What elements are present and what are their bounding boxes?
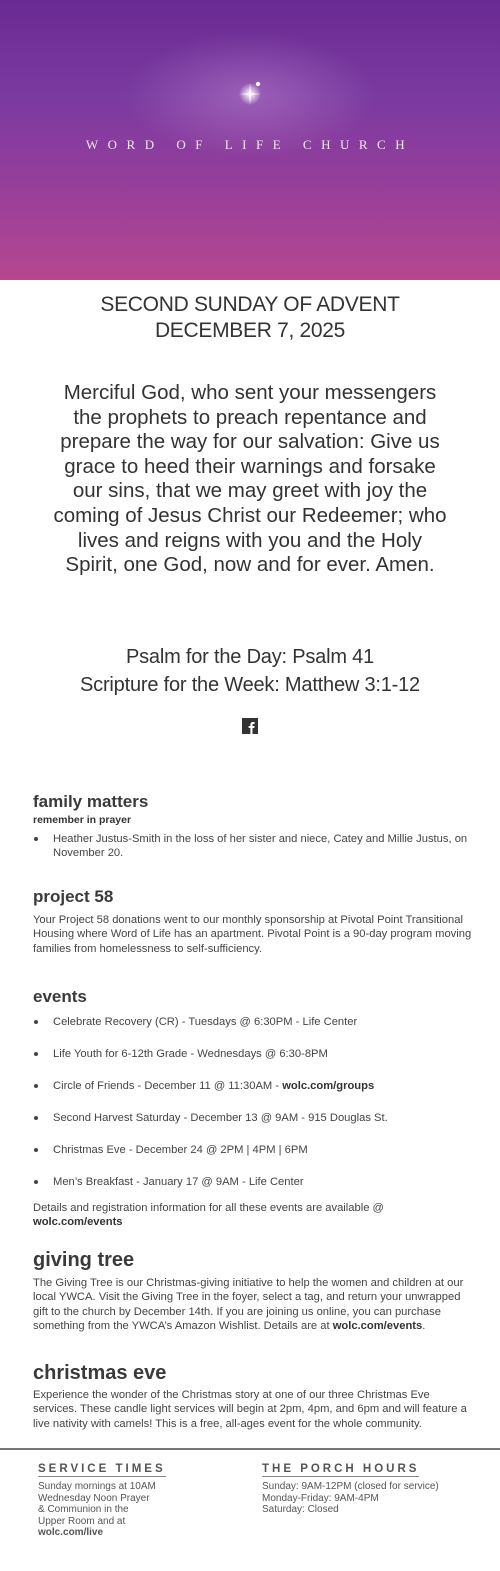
project58-text: Your Project 58 donations went to our monthly sponsorship at Pivotal Point Transitional Housing where Word of Life has an apartment. Pivotal Point is a 90-day program moving families from homelessness to self-sufficiency. [33,914,472,955]
page-title [0,292,500,344]
family-matters-heading: family matters [33,792,149,811]
prayer-list [33,832,473,860]
event-item: Second Harvest Saturday - December 13 @ 9AM - 915 Douglas St. [33,1111,473,1125]
facebook-icon[interactable] [242,718,258,734]
service-times-title: SERVICE TIMES [38,1463,166,1475]
project58-section [33,887,473,956]
christmas-eve-text: Experience the wonder of the Christmas story at one of our three Christmas Eve services. These candle light services will begin at 2pm, 4pm, and 6pm and will feature a live nativity with camels! This is a free, all-ages event for the whole community. [33,1389,467,1430]
giving-tree-link[interactable]: wolc.com/events [332,1319,423,1332]
events-details: Details and registration information for all these events are available @ wolc.com/events [33,1202,384,1229]
service-times-line: Wednesday Noon Prayer [38,1492,150,1504]
giving-tree-text: The Giving Tree is our Christmas-giving initiative to help the women and children at our local YWCA. Visit the Giving Tree in the foyer, select a tag, and return your unwrapped gift to the church by December 14th. If you are joining us online, you can purchase something from the YWCA’s Amazon Wishlist. Details are at wolc.com/events. [33,1277,464,1332]
small-star-icon [255,81,261,87]
christmas-eve-section [33,1362,473,1431]
service-times [38,1459,218,1539]
scripture-reading: Scripture for the Week: Matthew 3:1-12 [80,674,420,696]
header-banner [0,0,500,280]
porch-hours-line: Sunday: 9AM-12PM (closed for service) [262,1481,439,1492]
footer-divider [0,1448,500,1450]
family-matters-subheading: remember in prayer [33,814,132,826]
event-item: Life Youth for 6-12th Grade - Wednesdays @ 6:30-8PM [33,1047,473,1061]
porch-hours-line: Monday-Friday: 9AM-4PM [262,1492,379,1504]
event-item: Men’s Breakfast - January 17 @ 9AM - Life Center [33,1175,473,1189]
service-times-line: & Communion in the [38,1504,129,1515]
porch-hours-line: Saturday: Closed [262,1504,339,1515]
giving-tree-heading: giving tree [33,1249,135,1271]
event-item: Christmas Eve - December 24 @ 2PM | 4PM | 6PM [33,1143,473,1157]
groups-link[interactable]: wolc.com/groups [282,1080,375,1092]
church-name: WORD OF LIFE CHURCH [85,137,415,152]
christmas-eve-heading: christmas eve [33,1362,167,1384]
live-link[interactable]: wolc.com/live [38,1527,104,1538]
title-line-2: DECEMBER 7, 2025 [154,319,346,342]
family-matters-section [33,792,473,860]
giving-tree-section [33,1249,473,1333]
collect-prayer: Merciful God, who sent your messengers the prophets to preach repentance and prepare the way for our salvation: Give us grace to heed their warnings and forsake our sins, that we may greet with joy the coming of Jesus Christ our Redeemer; who lives and reigns with you and the Holy Spirit, one God, now and for ever. Amen. [53,381,447,577]
events-section [33,987,473,1230]
service-times-line: Upper Room and at [38,1515,126,1527]
list-item: Heather Justus-Smith in the loss of her sister and niece, Catey and Millie Justus, on November 20. [33,832,473,860]
events-link[interactable]: wolc.com/events [33,1216,123,1229]
title-underline [262,1476,419,1477]
readings [0,643,500,699]
porch-hours [262,1459,482,1516]
psalm-reading: Psalm for the Day: Psalm 41 [125,646,375,668]
service-times-line: Sunday mornings at 10AM [38,1481,156,1492]
porch-hours-title: THE PORCH HOURS [262,1463,420,1475]
event-item: Circle of Friends - December 11 @ 11:30AM - wolc.com/groups [33,1079,473,1093]
project58-heading: project 58 [33,887,114,906]
title-underline [38,1476,166,1477]
event-item: Celebrate Recovery (CR) - Tuesdays @ 6:30PM - Life Center [33,1015,473,1029]
events-list [33,1015,473,1189]
events-heading: events [33,987,87,1006]
title-line-1: SECOND SUNDAY OF ADVENT [100,293,400,316]
